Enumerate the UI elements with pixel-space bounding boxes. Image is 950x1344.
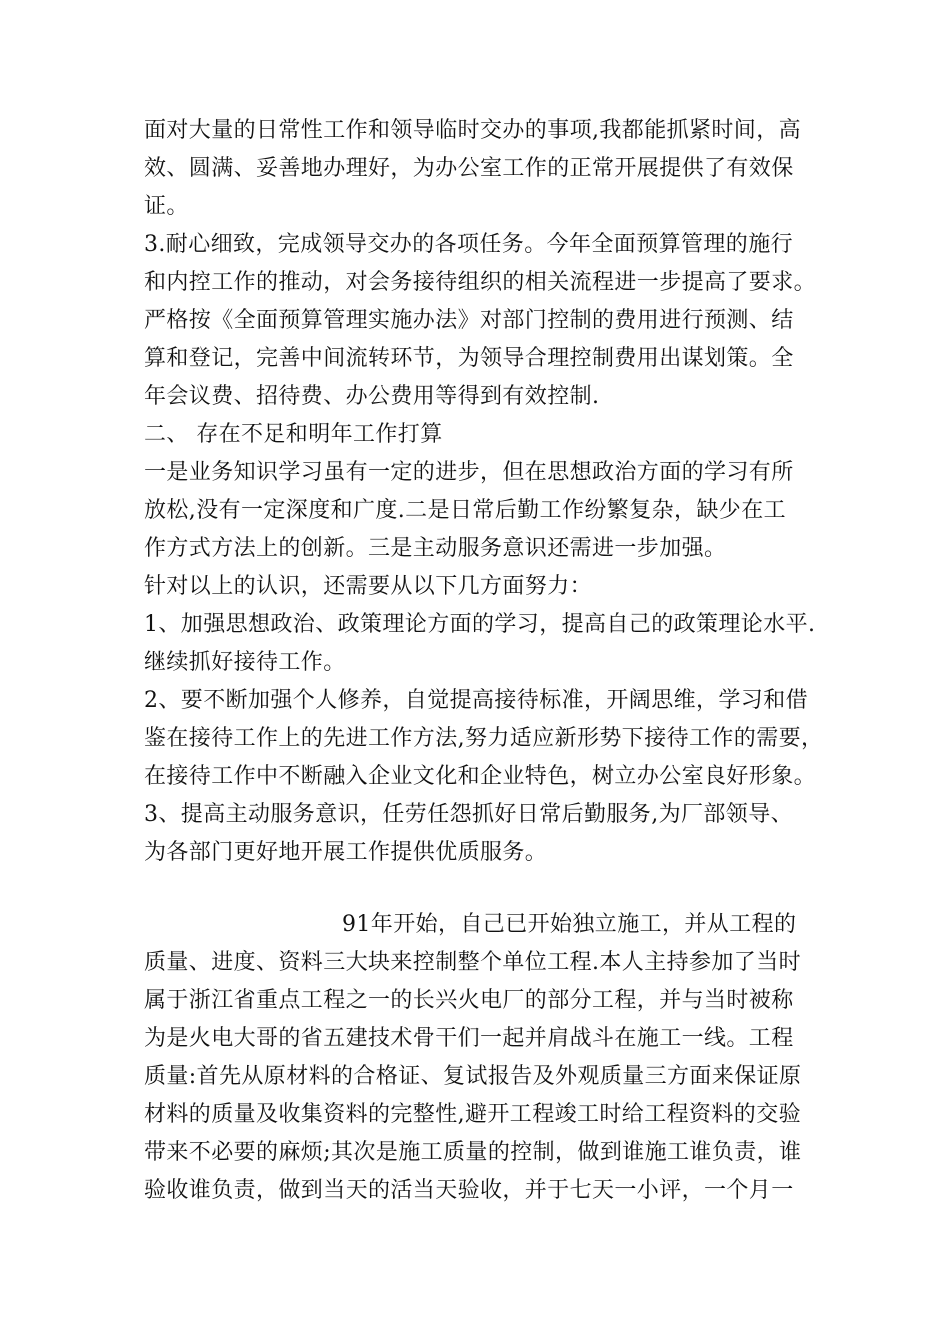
list-item-line: 继续抓好接待工作。 — [144, 650, 346, 675]
paragraph-line: 年会议费、招待费、办公费用等得到有效控制. — [144, 384, 600, 409]
list-item-line: 2、要不断加强个人修养，自觉提高接待标准，开阔思维，学习和借 — [144, 688, 808, 713]
paragraph-line: 验收谁负责，做到当天的活当天验收，并于七天一小评，一个月一 — [144, 1178, 794, 1203]
paragraph-line: 质量、进度、资料三大块来控制整个单位工程.本人主持参加了当时 — [144, 950, 801, 975]
paragraph-line: 3.耐心细致，完成领导交办的各项任务。今年全面预算管理的施行 — [144, 232, 793, 257]
paragraph-line: 面对大量的日常性工作和领导临时交办的事项,我都能抓紧时间，高 — [144, 118, 801, 143]
list-item-line: 在接待工作中不断融入企业文化和企业特色，树立办公室良好形象。 — [144, 764, 817, 789]
list-item-line: 1、加强思想政治、政策理论方面的学习，提高自己的政策理论水平. — [144, 612, 816, 637]
list-item-line: 3、提高主动服务意识，任劳任怨抓好日常后勤服务,为厂部领导、 — [144, 802, 793, 827]
paragraph-line: 91年开始，自己已开始独立施工，并从工程的 — [342, 912, 797, 937]
paragraph-line: 证。 — [144, 194, 189, 219]
paragraph-line: 严格按《全面预算管理实施办法》对部门控制的费用进行预测、结 — [144, 308, 794, 333]
list-item-line: 鉴在接待工作上的先进工作方法,努力适应新形势下接待工作的需要， — [144, 726, 824, 751]
paragraph-line: 效、圆满、妥善地办理好，为办公室工作的正常开展提供了有效保 — [144, 156, 794, 181]
paragraph-line: 属于浙江省重点工程之一的长兴火电厂的部分工程，并与当时被称 — [144, 988, 794, 1013]
paragraph-line: 作方式方法上的创新。三是主动服务意识还需进一步加强。 — [144, 536, 727, 561]
paragraph-line: 针对以上的认识，还需要从以下几方面努力： — [144, 574, 593, 599]
paragraph-line: 放松,没有一定深度和广度.二是日常后勤工作纷繁复杂，缺少在工 — [144, 498, 786, 523]
paragraph-line: 带来不必要的麻烦;其次是施工质量的控制，做到谁施工谁负责，谁 — [144, 1140, 802, 1165]
paragraph-line: 质量:首先从原材料的合格证、复试报告及外观质量三方面来保证原 — [144, 1064, 802, 1089]
paragraph-line: 材料的质量及收集资料的完整性,避开工程竣工时给工程资料的交验 — [144, 1102, 801, 1127]
list-item-line: 为各部门更好地开展工作提供优质服务。 — [144, 840, 548, 865]
section-heading: 二、 存在不足和明年工作打算 — [144, 422, 443, 447]
paragraph-line: 算和登记，完善中间流转环节，为领导合理控制费用出谋划策。全 — [144, 346, 794, 371]
paragraph-line: 一是业务知识学习虽有一定的进步，但在思想政治方面的学习有所 — [144, 460, 794, 485]
paragraph-line: 和内控工作的推动，对会务接待组织的相关流程进一步提高了要求。 — [144, 270, 817, 295]
paragraph-line: 为是火电大哥的省五建技术骨干们一起并肩战斗在施工一线。工程 — [144, 1026, 794, 1051]
